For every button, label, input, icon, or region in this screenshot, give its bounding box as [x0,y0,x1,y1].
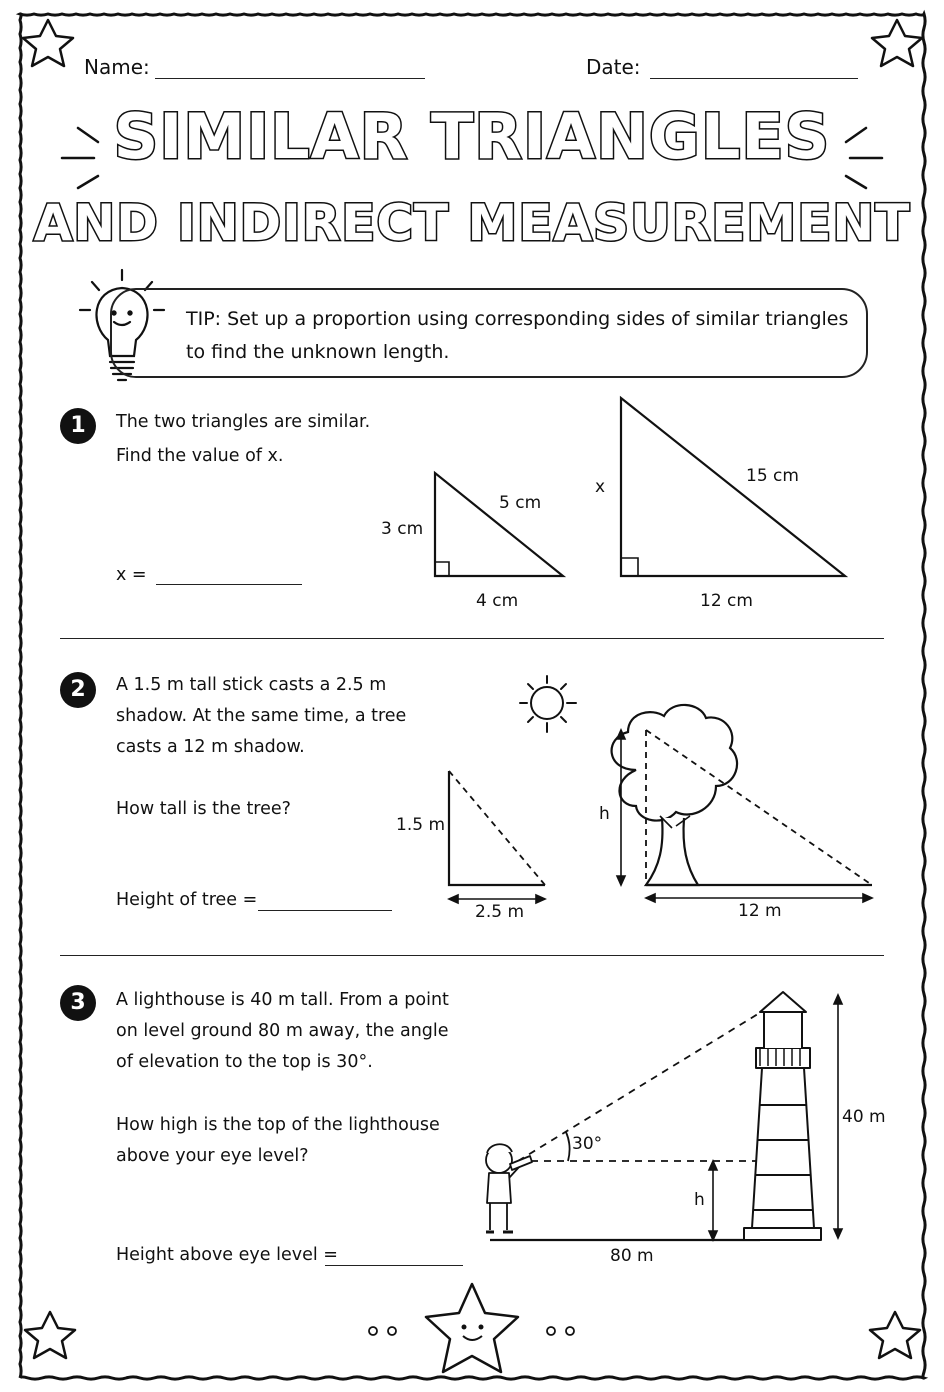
title-line-1: SIMILAR TRIANGLES [113,100,831,173]
name-label: Name: [84,55,150,79]
stick-shadow-label: 2.5 m [475,902,524,922]
q2-text-line-3: casts a 12 m shadow. [116,737,305,757]
small-vertical-label: 3 cm [381,519,424,539]
q3-text-line-2: on level ground 80 m away, the angle [116,1021,449,1041]
big-hyp-label: 15 cm [746,466,799,486]
question-2-badge: 2 [60,672,96,708]
tip-text: TIP: Set up a proportion using corresponding sides of similar triangles to find the unknown length. [186,308,849,363]
boy-with-telescope-icon [486,1144,532,1232]
big-base-label: 12 cm [700,591,753,611]
q3-answer-label: Height above eye level = [116,1245,338,1265]
big-vertical-label: x [595,477,606,497]
tree-shadow-label: 12 m [738,901,782,921]
q3-text-line-1: A lighthouse is 40 m tall. From a point [116,990,449,1010]
date-label: Date: [586,55,641,79]
lighthouse-height-arrow [834,995,842,1238]
small-base-label: 4 cm [476,591,519,611]
q2-text-line-1: A 1.5 m tall stick casts a 2.5 m [116,675,387,695]
q1-text-line-2: Find the value of x. [116,446,284,466]
question-3-badge: 3 [60,985,96,1021]
stick-height-label: 1.5 m [396,815,445,835]
eye-height-arrow [709,1161,717,1240]
q1-answer-label: x = [116,565,147,585]
question-1-badge: 1 [60,408,96,444]
q2-question: How tall is the tree? [116,799,291,819]
lighthouse-icon [744,992,821,1240]
q3-question-line-2: above your eye level? [116,1146,309,1166]
small-hyp-label: 5 cm [499,493,542,513]
q2-text-line-2: shadow. At the same time, a tree [116,706,407,726]
q1-text-line-1: The two triangles are similar. [116,412,371,432]
title-line-2: AND INDIRECT MEASUREMENT [33,194,911,252]
lighthouse-height-label: 40 m [842,1107,886,1127]
distance-label: 80 m [610,1246,654,1266]
eye-height-label: h [694,1190,705,1210]
q3-question-line-1: How high is the top of the lighthouse [116,1115,440,1135]
angle-label: 30° [572,1134,603,1154]
q2-answer-label: Height of tree = [116,890,258,910]
tree-height-label: h [599,804,610,824]
q3-text-line-3: of elevation to the top is 30°. [116,1052,373,1072]
